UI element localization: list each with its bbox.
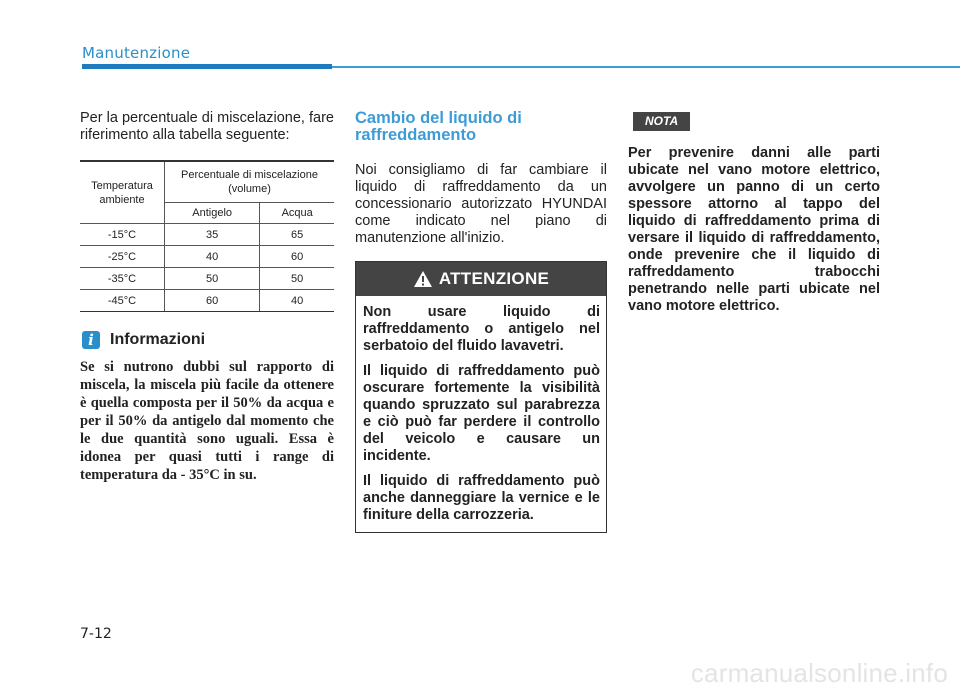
table-row — [80, 290, 334, 312]
table-cell-water: 60 — [260, 246, 334, 268]
table-cell-water: 65 — [260, 224, 334, 246]
table-cell-water: 50 — [260, 268, 334, 290]
note-badge: NOTA — [633, 112, 690, 131]
info-heading — [80, 330, 334, 350]
warning-item: Il liquido di raffreddamento può anche danneggiare la vernice e le finiture della carrozzeria. — [363, 473, 600, 523]
table-cell-temp: -25°C — [80, 246, 165, 268]
page-number: 7-12 — [80, 626, 112, 642]
table-cell-antifreeze: 40 — [165, 246, 260, 268]
info-title: Informazioni — [110, 331, 206, 348]
info-icon: i — [82, 331, 100, 349]
table-cell-antifreeze: 50 — [165, 268, 260, 290]
table-cell-temp: -15°C — [80, 224, 165, 246]
info-body-text: Se si nutrono dubbi sul rapporto di miscela, la miscela più facile da ottenere è quella composta per il 50% da acqua e per il 50% da antigelo dal momento che le due quantità sono uguali. Essa è idonea per quasi tutti i range di temperatura da - 35°C in su. — [80, 359, 334, 483]
table-cell-temp: -45°C — [80, 290, 165, 312]
table-header-percentage: Percentuale di miscelazione (volume) — [165, 161, 335, 203]
table-cell-temp: -35°C — [80, 268, 165, 290]
section-title: Manutenzione — [82, 44, 191, 62]
table-cell-antifreeze: 60 — [165, 290, 260, 312]
table-cell-antifreeze: 35 — [165, 224, 260, 246]
note-text: Per prevenire danni alle parti ubicate nel vano motore elettrico, avvolgere un panno di un certo spessore attorno al tappo del liquido di raffreddamento prima di versare il liquido di raffreddamento, onde prevenire che il liquido di raffreddamento trabocchi penetrando nelle parti ubicate nel vano motore elettrico. — [628, 145, 880, 314]
column-middle — [355, 110, 607, 533]
coolant-change-text: Noi consigliamo di far cambiare il liquido di raffreddamento da un concessionario autorizzato HYUNDAI come indicato nel piano di manutenzione all'inizio. — [355, 162, 607, 246]
mix-table — [80, 160, 334, 312]
table-header-antifreeze: Antigelo — [165, 203, 260, 224]
table-row — [80, 268, 334, 290]
table-cell-water: 40 — [260, 290, 334, 312]
warning-triangle-icon — [413, 270, 433, 288]
warning-item: Il liquido di raffreddamento può oscurare fortemente la visibilità quando spruzzato sul parabrezza e ciò può far perdere il controllo del veicolo e causare un incidente. — [363, 363, 600, 464]
header-rule-dark — [82, 64, 332, 69]
header-rule-light — [332, 66, 960, 68]
warning-label: ATTENZIONE — [438, 269, 550, 288]
mix-intro-text: Per la percentuale di miscelazione, fare riferimento alla tabella seguente: — [80, 110, 334, 143]
watermark: carmanualsonline.info — [690, 658, 948, 688]
coolant-change-title: Cambio del liquido di raffreddamento — [355, 109, 522, 144]
table-header-water: Acqua — [260, 203, 334, 224]
column-left — [80, 110, 334, 484]
column-right — [628, 110, 880, 315]
warning-header — [356, 262, 606, 296]
table-header-temperature: Temperatura ambiente — [80, 161, 165, 224]
warning-item: Non usare liquido di raffreddamento o antigelo nel serbatoio del fluido lavavetri. — [363, 304, 600, 354]
warning-box — [355, 261, 607, 533]
table-row — [80, 224, 334, 246]
table-row — [80, 246, 334, 268]
warning-body — [356, 296, 606, 532]
